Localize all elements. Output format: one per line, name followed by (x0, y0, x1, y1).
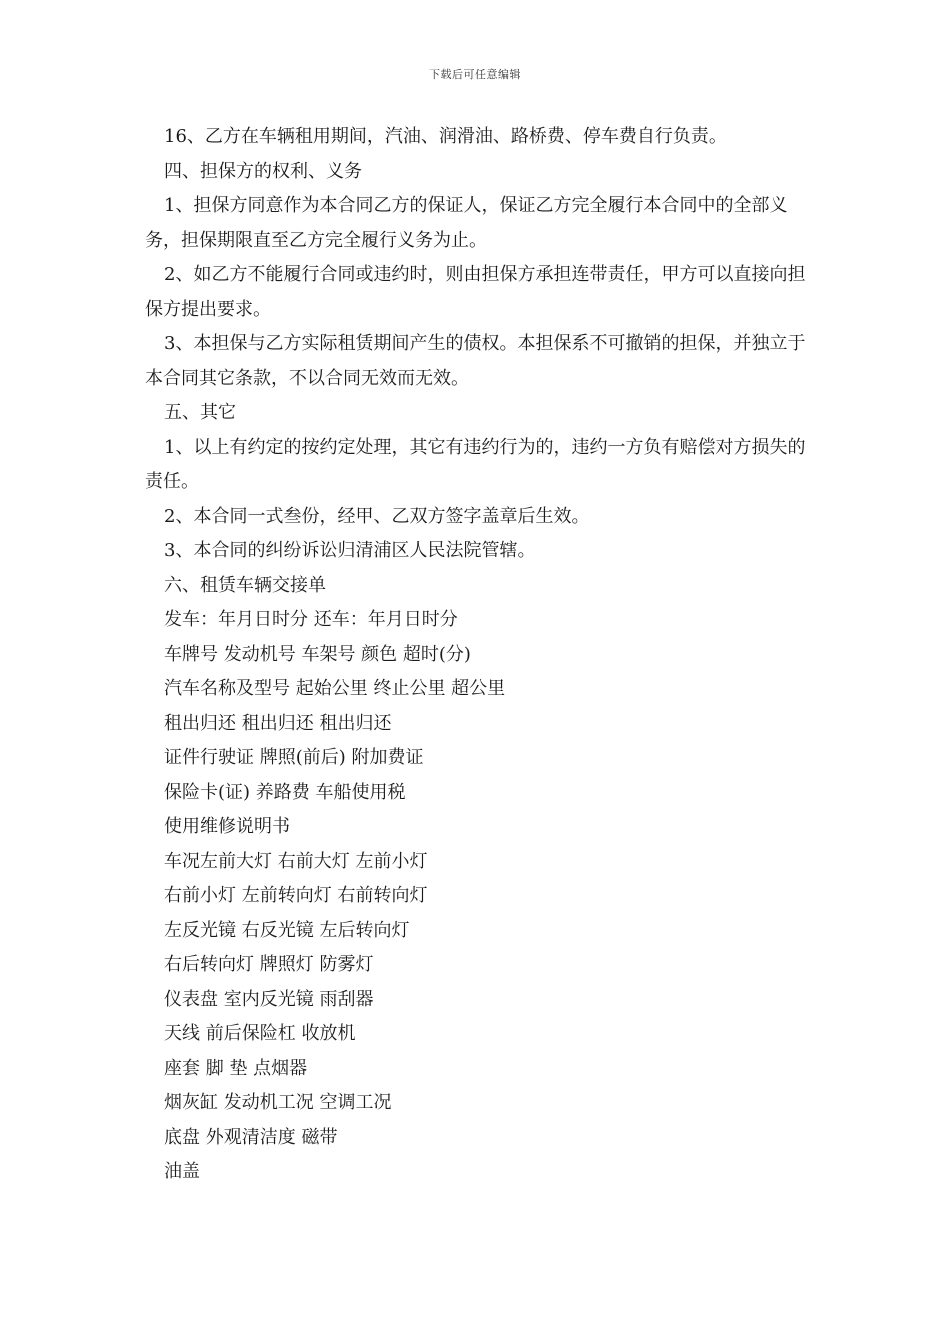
section-heading-other: 五、其它 (164, 402, 236, 423)
paragraph-other-1: 1、以上有约定的按约定处理，其它有违约行为的，违约一方负有赔偿对方损失的责任。 (145, 436, 806, 492)
handover-line: 仪表盘 室内反光镜 雨刮器 (164, 988, 374, 1010)
paragraph-other-3: 3、本合同的纠纷诉讼归清浦区人民法院管辖。 (164, 540, 536, 561)
handover-line: 车况左前大灯 右前大灯 左前小灯 (164, 850, 428, 872)
handover-line: 底盘 外观清洁度 磁带 (164, 1126, 338, 1148)
handover-line: 左反光镜 右反光镜 左后转向灯 (164, 919, 410, 941)
handover-line: 汽车名称及型号 起始公里 终止公里 超公里 (164, 678, 506, 699)
handover-line: 证件行驶证 牌照(前后) 附加费证 (164, 747, 424, 768)
handover-line: 右后转向灯 牌照灯 防雾灯 (164, 954, 374, 975)
handover-line: 右前小灯 左前转向灯 右前转向灯 (164, 885, 428, 906)
paragraph-fuel-fees: 16、乙方在车辆租用期间，汽油、润滑油、路桥费、停车费自行负责。 (164, 126, 727, 147)
document-body (145, 120, 807, 1190)
handover-line: 车牌号 发动机号 车架号 颜色 超时(分) (164, 643, 471, 665)
paragraph-other-2: 2、本合同一式叁份，经甲、乙双方签字盖章后生效。 (164, 505, 590, 527)
section-heading-guarantor: 四、担保方的权利、义务 (164, 160, 362, 182)
handover-line: 座套 脚 垫 点烟器 (164, 1057, 308, 1079)
paragraph-guarantor-1: 1、担保方同意作为本合同乙方的保证人，保证乙方完全履行本合同中的全部义务，担保期限直至乙方完全履行义务为止。 (145, 195, 788, 251)
handover-line: 油盖 (164, 1161, 200, 1182)
paragraph-guarantor-3: 3、本担保与乙方实际租赁期间产生的债权。本担保系不可撤销的担保，并独立于本合同其它条款，不以合同无效而无效。 (145, 333, 806, 389)
handover-line: 租出归还 租出归还 租出归还 (164, 712, 392, 734)
section-heading-handover: 六、租赁车辆交接单 (164, 574, 326, 596)
page-header: 下载后可任意编辑 (429, 68, 521, 81)
handover-line: 烟灰缸 发动机工况 空调工况 (164, 1092, 392, 1113)
handover-line: 使用维修说明书 (164, 816, 290, 837)
handover-line: 发车：年月日时分 还车：年月日时分 (164, 609, 458, 630)
paragraph-guarantor-2: 2、如乙方不能履行合同或违约时，则由担保方承担连带责任，甲方可以直接向担保方提出要求。 (145, 264, 806, 320)
handover-line: 天线 前后保险杠 收放机 (164, 1023, 356, 1044)
handover-line: 保险卡(证) 养路费 车船使用税 (164, 781, 406, 803)
